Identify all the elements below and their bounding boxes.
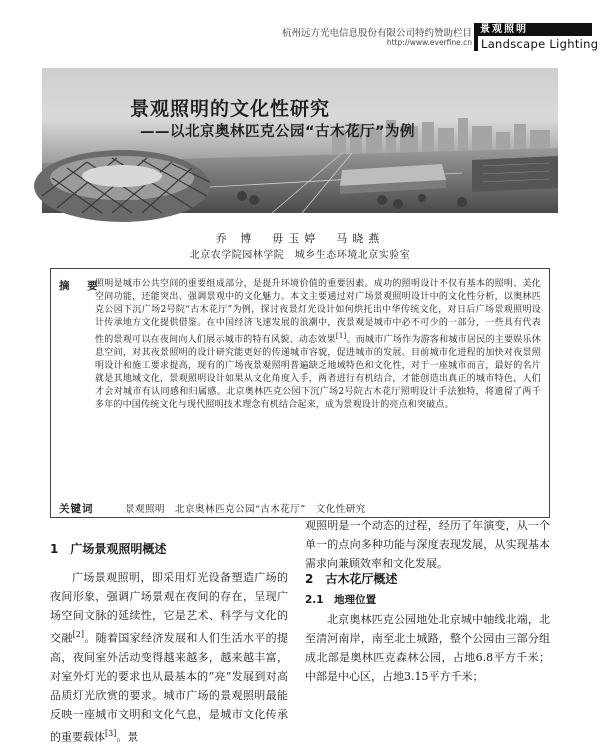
section-2-1-body: 北京奥林匹克公园地处北京城中轴线北端，北至清河南岸，南至北土城路，整个公园由三部分组成北部是奥林匹克森林公园，占地6.8平方千米；中部是中心区，占地3.15平方千米； [305, 613, 550, 683]
section-1-text-part-2: 。随着国家经济发展和人们生活水平的提高，夜间室外活动变得越来越多，越来越丰富，对室外灯光的要求也从最基本的“亮”发展到对高品质灯光欣赏的要求。城市广场的景观照明最能反映一座城市文明和文化气息，是城市文化传承的重要载体 [50, 631, 289, 744]
abstract-text-part-1: 照明是城市公共空间的重要组成部分，是提升环境价值的重要因素。成功的照明设计不仅有基本的照明、美化空间功能，还能突出、强调景观中的文化魅力。本文主要通过对广场景观照明设计中的文化性分析，以奥林匹克公园下沉广场2号院“古木花厅”为例，探讨夜景灯光设计如何烘托出中华传统文化，对日后广场景观照明设计传承地方文化提供借鉴。在中国经济飞速发展的浪潮中，夜景观是城市中必不可少的一部分，一些具有代表性的景观可以在夜间向人们展示城市的特有风貌、动态效果 [95, 279, 541, 346]
citation-2[interactable]: [2] [72, 630, 85, 639]
abstract-text [95, 278, 541, 412]
birds-nest-stadium [34, 150, 210, 222]
abstract-box [50, 268, 550, 518]
section-1-body [50, 568, 288, 746]
citation-3[interactable]: [3] [105, 728, 117, 738]
sponsor-url[interactable]: http://www.everfine.cn [386, 38, 472, 47]
section-1-text-part-1: 广场景观照明，即采用灯光设备塑造广场的夜间形象，强调广场景观在夜间的存在，呈现广场空间文脉的延续性，它是艺术、科学与文化的交融 [50, 571, 288, 645]
section-2-heading: 2 古木花厅概述 [305, 572, 398, 586]
abstract-label: 摘 要 [59, 280, 105, 292]
keywords-text: 景观照明 北京奥林匹克公园“古木花厅” 文化性研究 [125, 504, 366, 515]
section-1-heading: 1 广场景观照明概述 [50, 542, 167, 556]
section-1-text-part-3: 。景 [116, 730, 139, 744]
page-header [0, 22, 600, 52]
logo-english-text: Landscape Lighting [481, 37, 599, 51]
citation-1[interactable]: [1] [335, 332, 347, 341]
logo-side-bar [474, 23, 478, 51]
article-title: 景观照明的文化性研究 [130, 98, 331, 120]
section-2-1-heading: 2.1 地理位置 [305, 594, 377, 606]
keywords-label: 关键词 [59, 503, 94, 515]
abstract-text-part-2: 。而城市广场作为游客和城市居民的主要娱乐休息空间，对其夜景照明的设计研究能更好的传递城市容貌，促进城市的发展。目前城市化进程的加快对夜景照明设计和施工要求提高，现有的广场夜景观照明普遍缺乏地域特色和文化性，对于一座城市而言，最好的名片就是其地域文化，景观照明设计如果从文化角度入手，两者进行有机结合，才能创造出真正的城市特色，人们才会对城市有认同感和归属感。北京奥林匹克公园下沉广场2号院古木花厅照明设计手法独特，将遗留了两千多年的中国传统文化与现代照明技术理念有机结合起来，成为景观设计的亮点和突破点。 [95, 335, 541, 411]
authors: 乔 博 毋玉婷 马晓燕 [215, 232, 385, 245]
article-subtitle: ——以北京奥林匹克公园“古木花厅”为例 [140, 124, 416, 140]
affiliation: 北京农学院园林学院 城乡生态环境北京实验室 [189, 250, 411, 261]
section-1-continuation: 观照明是一个动态的过程，经历了年演变，从一个单一的点向多种功能与深度表现发展，从实现基本需求向兼顾效率和文化发展。 [305, 519, 550, 570]
sponsor-text: 杭州远方光电信息股份有限公司特约赞助栏目 [281, 28, 472, 39]
column-logo [474, 23, 599, 51]
logo-chinese-text: 景观照明 [480, 24, 528, 35]
